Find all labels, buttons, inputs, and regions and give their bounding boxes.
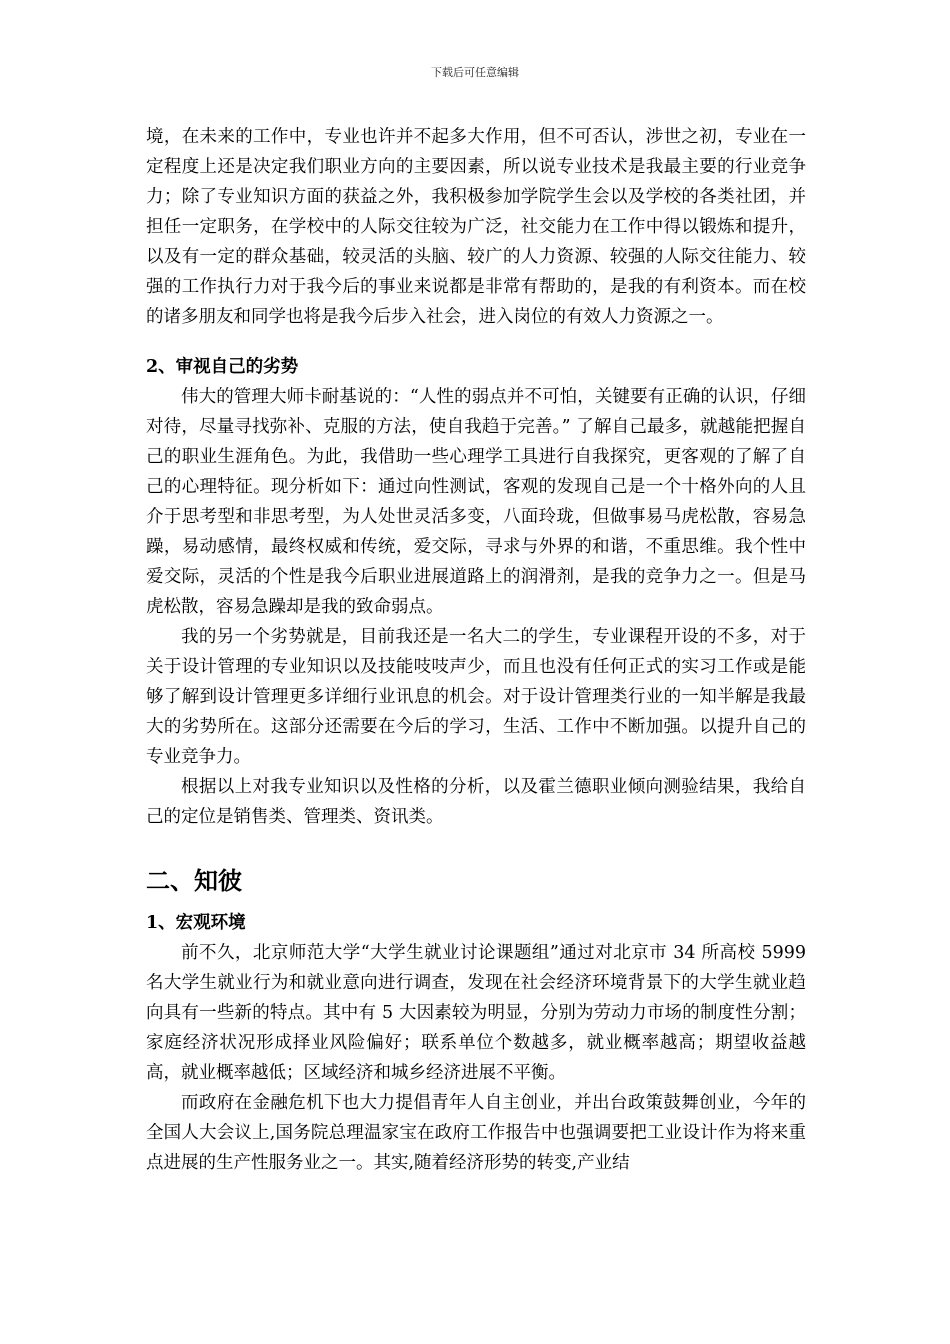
macro-paragraph-1: 前不久，北京师范大学“大学生就业讨论课题组”通过对北京市 34 所高校 5999 名大学生就业行为和就业意向进行调查，发现在社会经济环境背景下的大学生就业趋向具有一些新的特点。其中有 5 大因素较为明显，分别为劳动力市场的制度性分割；家庭经济状况形成择业风险偏好；联系单位个数越多，就业概率越高；期望收益越高，就业概率越低；区域经济和城乡经济进展不平衡。 [146, 943, 806, 1083]
weakness-paragraph-3: 根据以上对我专业知识以及性格的分析，以及霍兰德职业倾向测验结果，我给自己的定位是销售类、管理类、资讯类。 [146, 777, 806, 827]
macro-paragraph-2: 而政府在金融危机下也大力提倡青年人自主创业，并出台政策鼓舞创业，今年的全国人大会议上,国务院总理温家宝在政府工作报告中也强调要把工业设计作为将来重点进展的生产性服务业之一。其实,随着经济形势的转变,产业结 [146, 1093, 806, 1173]
page-header: 下载后可任意编辑 [431, 66, 519, 79]
weakness-heading: 2、审视自己的劣势 [146, 357, 299, 377]
document-body [146, 122, 806, 1178]
spacer [146, 332, 806, 352]
zhibi-heading: 二、知彼 [146, 866, 242, 895]
weakness-paragraph-2: 我的另一个劣势就是，目前我还是一名大二的学生，专业课程开设的不多，对于关于设计管理的专业知识以及技能吱吱声少，而且也没有任何正式的实习工作或是能够了解到设计管理更多详细行业讯息的机会。对于设计管理类行业的一知半解是我最大的劣势所在。这部分还需要在今后的学习，生活、工作中不断加强。以提升自己的专业竞争力。 [146, 627, 806, 767]
macro-environment-heading: 1、宏观环境 [146, 913, 246, 933]
weakness-paragraph-1: 伟大的管理大师卡耐基说的：“人性的弱点并不可怕，关键要有正确的认识，仔细对待，尽量寻找弥补、克服的方法，使自我趋于完善。” 了解自己最多，就越能把握自己的职业生涯角色。为此，我借助一些心理学工具进行自我探究，更客观的了解了自己的心理特征。现分析如下：通过向性测试，客观的发现自己是一个十格外向的人且介于思考型和非思考型，为人处世灵活多变，八面玲珑，但做事易马虎松散，容易急躁，易动感情，最终权威和传统，爱交际，寻求与外界的和谐，不重思维。我个性中爱交际，灵活的个性是我今后职业进展道路上的润滑剂，是我的竞争力之一。但是马虎松散，容易急躁却是我的致命弱点。 [146, 387, 806, 617]
spacer [146, 900, 806, 908]
intro-paragraph: 境，在未来的工作中，专业也许并不起多大作用，但不可否认，涉世之初，专业在一定程度上还是决定我们职业方向的主要因素，所以说专业技术是我最主要的行业竞争力；除了专业知识方面的获益之外，我积极参加学院学生会以及学校的各类社团，并担任一定职务，在学校中的人际交往较为广泛，社交能力在工作中得以锻炼和提升，以及有一定的群众基础，较灵活的头脑、较广的人力资源、较强的人际交往能力、较强的工作执行力对于我今后的事业来说都是非常有帮助的，是我的有利资本。而在校的诸多朋友和同学也将是我今后步入社会，进入岗位的有效人力资源之一。 [146, 127, 806, 327]
spacer [146, 832, 806, 862]
